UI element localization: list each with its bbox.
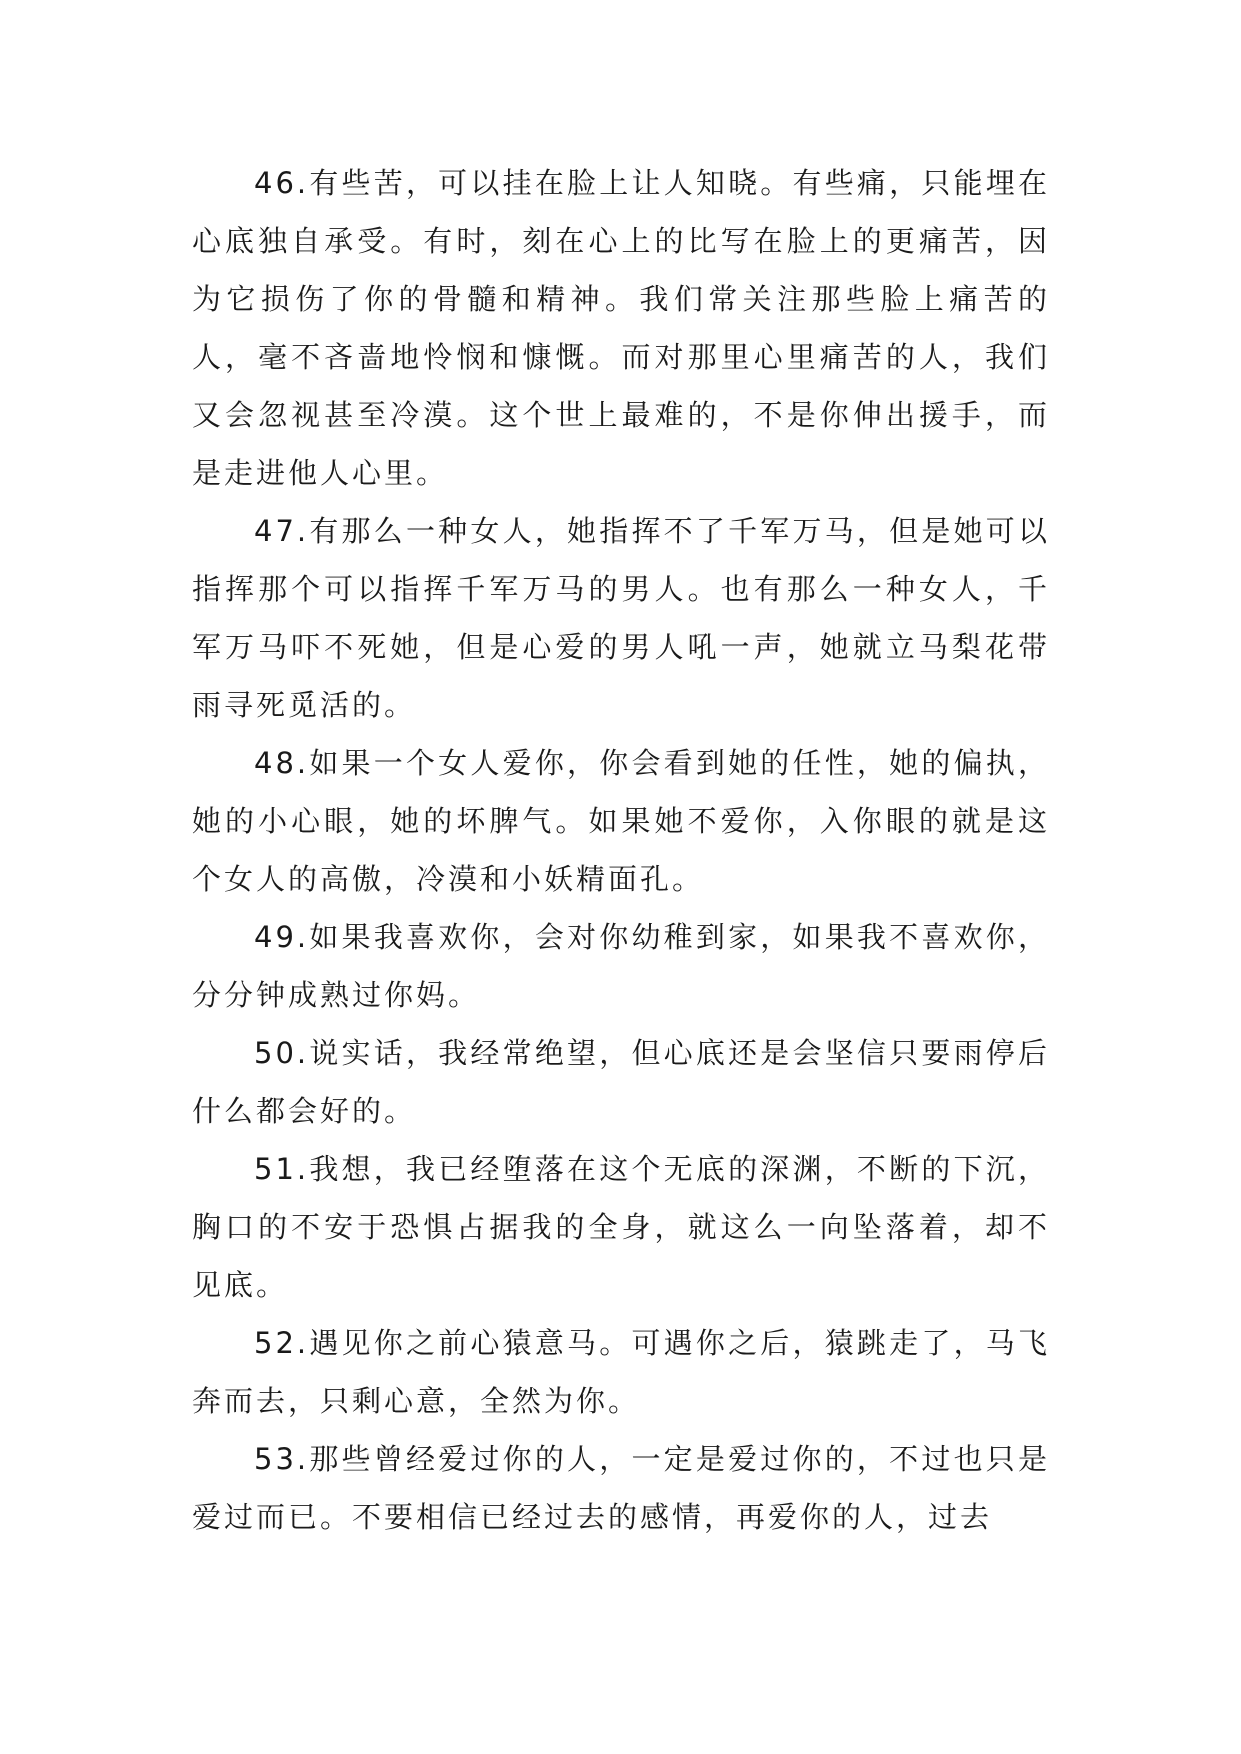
paragraph-46: 46.有些苦，可以挂在脸上让人知晓。有些痛，只能埋在心底独自承受。有时，刻在心上的比写在脸上的更痛苦，因为它损伤了你的骨髓和精神。我们常关注那些脸上痛苦的人，毫不吝啬地怜悯和慷慨。而对那里心里痛苦的人，我们又会忽视甚至冷漠。这个世上最难的，不是你伸出援手，而是走进他人心里。 <box>192 166 1050 490</box>
paragraph-52: 52.遇见你之前心猿意马。可遇你之后，猿跳走了，马飞奔而去，只剩心意，全然为你。 <box>192 1326 1050 1418</box>
paragraph-48: 48.如果一个女人爱你，你会看到她的任性，她的偏执，她的小心眼，她的坏脾气。如果她不爱你，入你眼的就是这个女人的高傲，冷漠和小妖精面孔。 <box>192 746 1050 896</box>
paragraph-49: 49.如果我喜欢你，会对你幼稚到家，如果我不喜欢你，分分钟成熟过你妈。 <box>192 920 1050 1012</box>
paragraph-53: 53.那些曾经爱过你的人，一定是爱过你的，不过也只是爱过而已。不要相信已经过去的感情，再爱你的人，过去 <box>192 1442 1050 1534</box>
paragraph-50: 50.说实话，我经常绝望，但心底还是会坚信只要雨停后什么都会好的。 <box>192 1036 1050 1128</box>
document-body <box>192 154 1050 1546</box>
paragraph-51: 51.我想，我已经堕落在这个无底的深渊，不断的下沉，胸口的不安于恐惧占据我的全身，就这么一向坠落着，却不见底。 <box>192 1152 1050 1302</box>
paragraph-47: 47.有那么一种女人，她指挥不了千军万马，但是她可以指挥那个可以指挥千军万马的男人。也有那么一种女人，千军万马吓不死她，但是心爱的男人吼一声，她就立马梨花带雨寻死觅活的。 <box>192 514 1050 722</box>
